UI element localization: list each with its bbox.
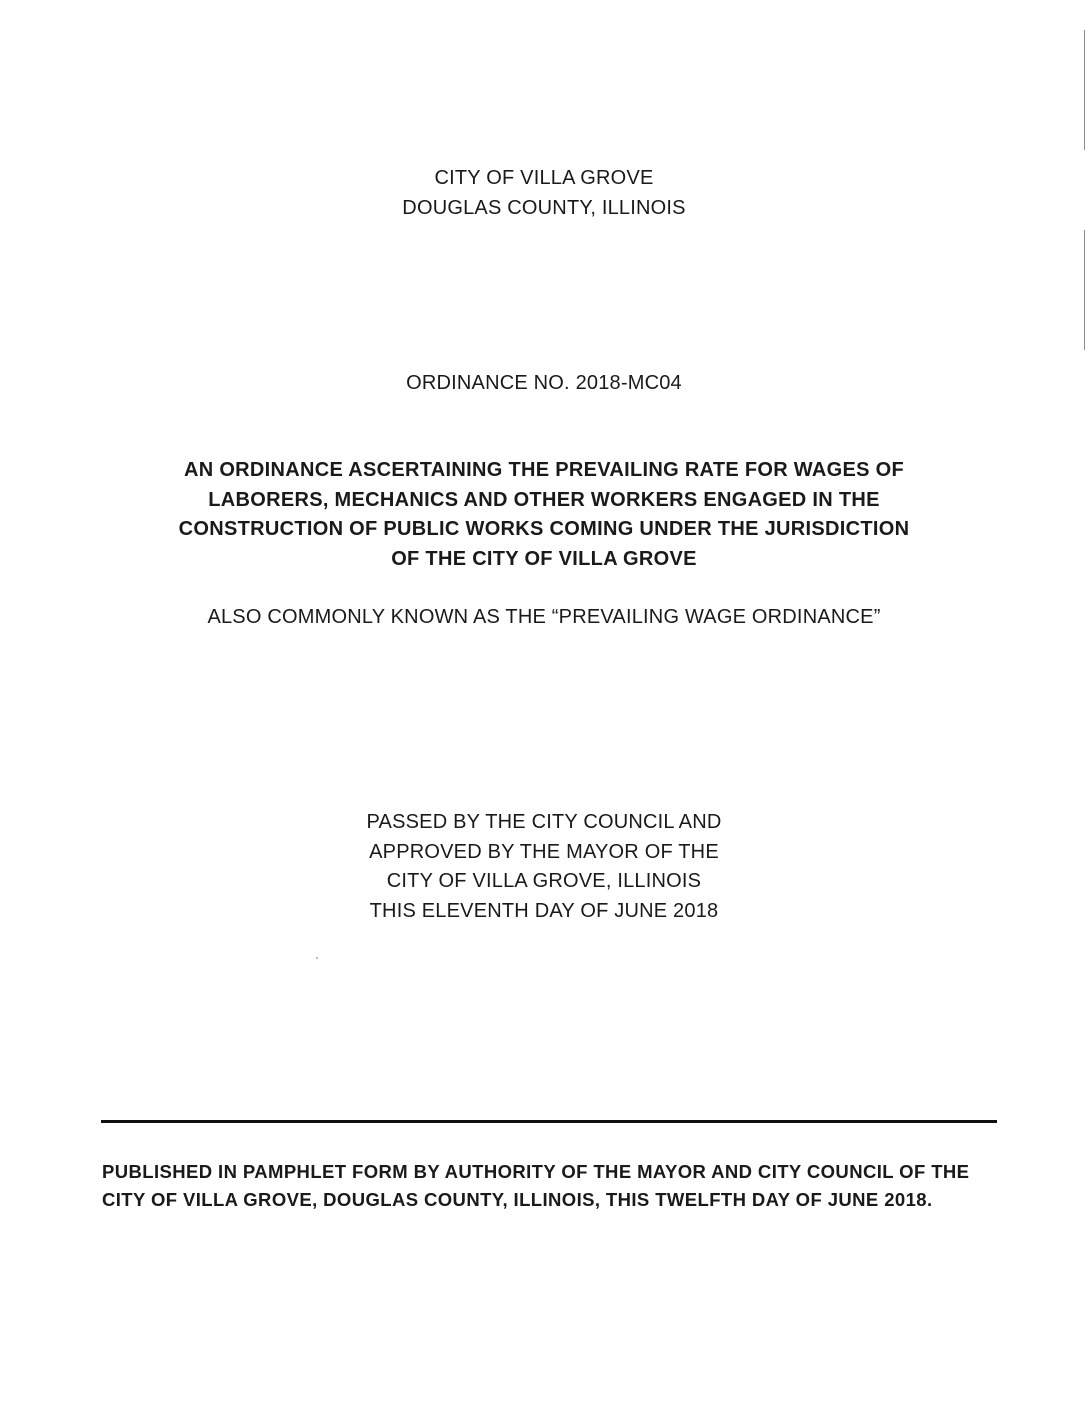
passed-statement-line: APPROVED BY THE MAYOR OF THE bbox=[369, 841, 719, 863]
passed-statement-line: THIS ELEVENTH DAY OF JUNE 2018 bbox=[369, 900, 719, 922]
ordinance-title-line: LABORERS, MECHANICS AND OTHER WORKERS ENGAGED IN THE bbox=[208, 489, 880, 511]
scan-edge-mark bbox=[1084, 30, 1085, 150]
ordinance-title-line: CONSTRUCTION OF PUBLIC WORKS COMING UNDER THE JURISDICTION bbox=[178, 518, 910, 540]
ordinance-title-line: AN ORDINANCE ASCERTAINING THE PREVAILING RATE FOR WAGES OF bbox=[183, 459, 904, 481]
publication-notice-line: CITY OF VILLA GROVE, DOUGLAS COUNTY, ILLINOIS, THIS TWELFTH DAY OF JUNE 2018. bbox=[102, 1189, 933, 1210]
header-county: DOUGLAS COUNTY, ILLINOIS bbox=[402, 197, 686, 219]
publication-notice-line: PUBLISHED IN PAMPHLET FORM BY AUTHORITY OF THE MAYOR AND CITY COUNCIL OF THE bbox=[102, 1161, 970, 1182]
horizontal-rule bbox=[101, 1120, 997, 1123]
scan-speck bbox=[316, 957, 318, 959]
passed-statement-line: CITY OF VILLA GROVE, ILLINOIS bbox=[386, 870, 702, 892]
ordinance-number: ORDINANCE NO. 2018-MC04 bbox=[406, 372, 682, 394]
passed-statement-line: PASSED BY THE CITY COUNCIL AND bbox=[366, 811, 722, 833]
scan-edge-mark bbox=[1084, 230, 1085, 350]
header-city: CITY OF VILLA GROVE bbox=[434, 167, 654, 189]
common-name: ALSO COMMONLY KNOWN AS THE “PREVAILING WAGE ORDINANCE” bbox=[207, 606, 881, 628]
ordinance-title-line: OF THE CITY OF VILLA GROVE bbox=[391, 548, 697, 570]
